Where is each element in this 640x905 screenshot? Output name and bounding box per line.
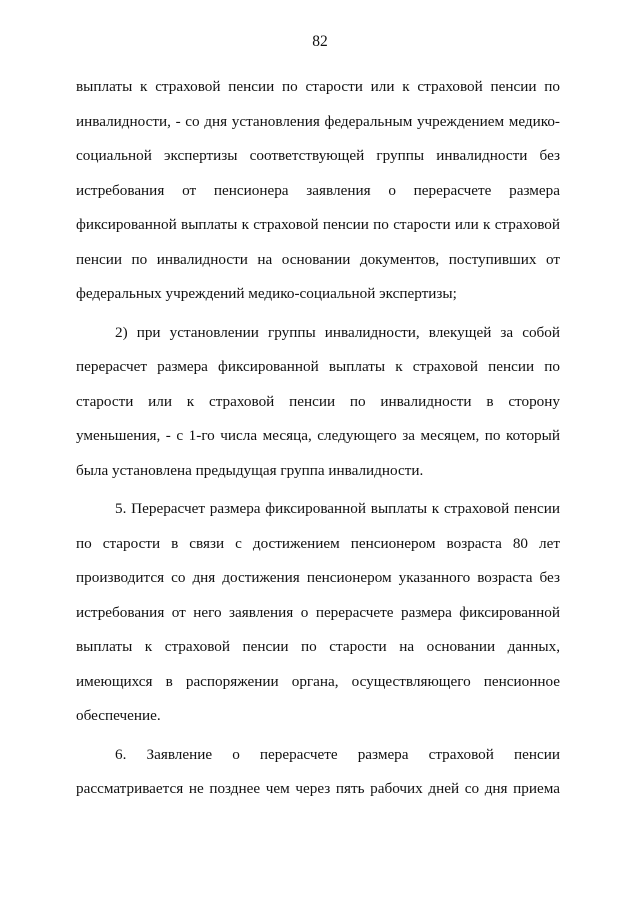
paragraph-continuation: [76, 70, 560, 312]
text-line: была установлена предыдущая группа инвалидности.: [76, 461, 424, 479]
paragraph-section-5: [76, 492, 560, 734]
text-line: федеральных учреждений медико-социальной экспертизы;: [76, 285, 457, 302]
text-line: инвалидности, - со дня установления федеральным учреждением медико-: [76, 112, 560, 130]
paragraph-item-2: [76, 316, 560, 489]
text-line: обеспечение.: [76, 707, 161, 724]
page-number: 82: [312, 33, 328, 50]
text-line: уменьшения, - с 1-го числа месяца, следующего за месяцем, по который: [76, 427, 560, 444]
text-line: производится со дня достижения пенсионером указанного возраста без: [76, 569, 560, 586]
text-line: рассматривается не позднее чем через пять рабочих дней со дня приема: [76, 780, 560, 797]
text-line: 5. Перерасчет размера фиксированной выплаты к страховой пенсии: [115, 500, 560, 517]
text-line: выплаты к страховой пенсии по старости или к страховой пенсии по: [76, 78, 560, 95]
text-line: 6. Заявление о перерасчете размера страховой пенсии: [115, 745, 560, 763]
paragraph-section-6: [76, 738, 560, 807]
text-line: имеющихся в распоряжении органа, осуществляющего пенсионное: [76, 672, 560, 690]
text-line: социальной экспертизы соответствующей группы инвалидности без: [76, 147, 560, 164]
text-line: 2) при установлении группы инвалидности, влекущей за собой: [115, 323, 560, 341]
text-line: истребования от него заявления о перерасчете размера фиксированной: [76, 603, 560, 621]
text-line: по старости в связи с достижением пенсионером возраста 80 лет: [76, 534, 560, 552]
text-line: перерасчет размера фиксированной выплаты к страховой пенсии по: [76, 358, 560, 375]
text-line: выплаты к страховой пенсии по старости на основании данных,: [76, 638, 560, 655]
text-line: пенсии по инвалидности на основании документов, поступивших от: [76, 250, 560, 268]
text-line: истребования от пенсионера заявления о перерасчете размера: [76, 181, 560, 199]
text-line: фиксированной выплаты к страховой пенсии по старости или к страховой: [76, 216, 560, 233]
document-body: [76, 70, 560, 807]
text-line: старости или к страховой пенсии по инвалидности в сторону: [76, 392, 560, 410]
